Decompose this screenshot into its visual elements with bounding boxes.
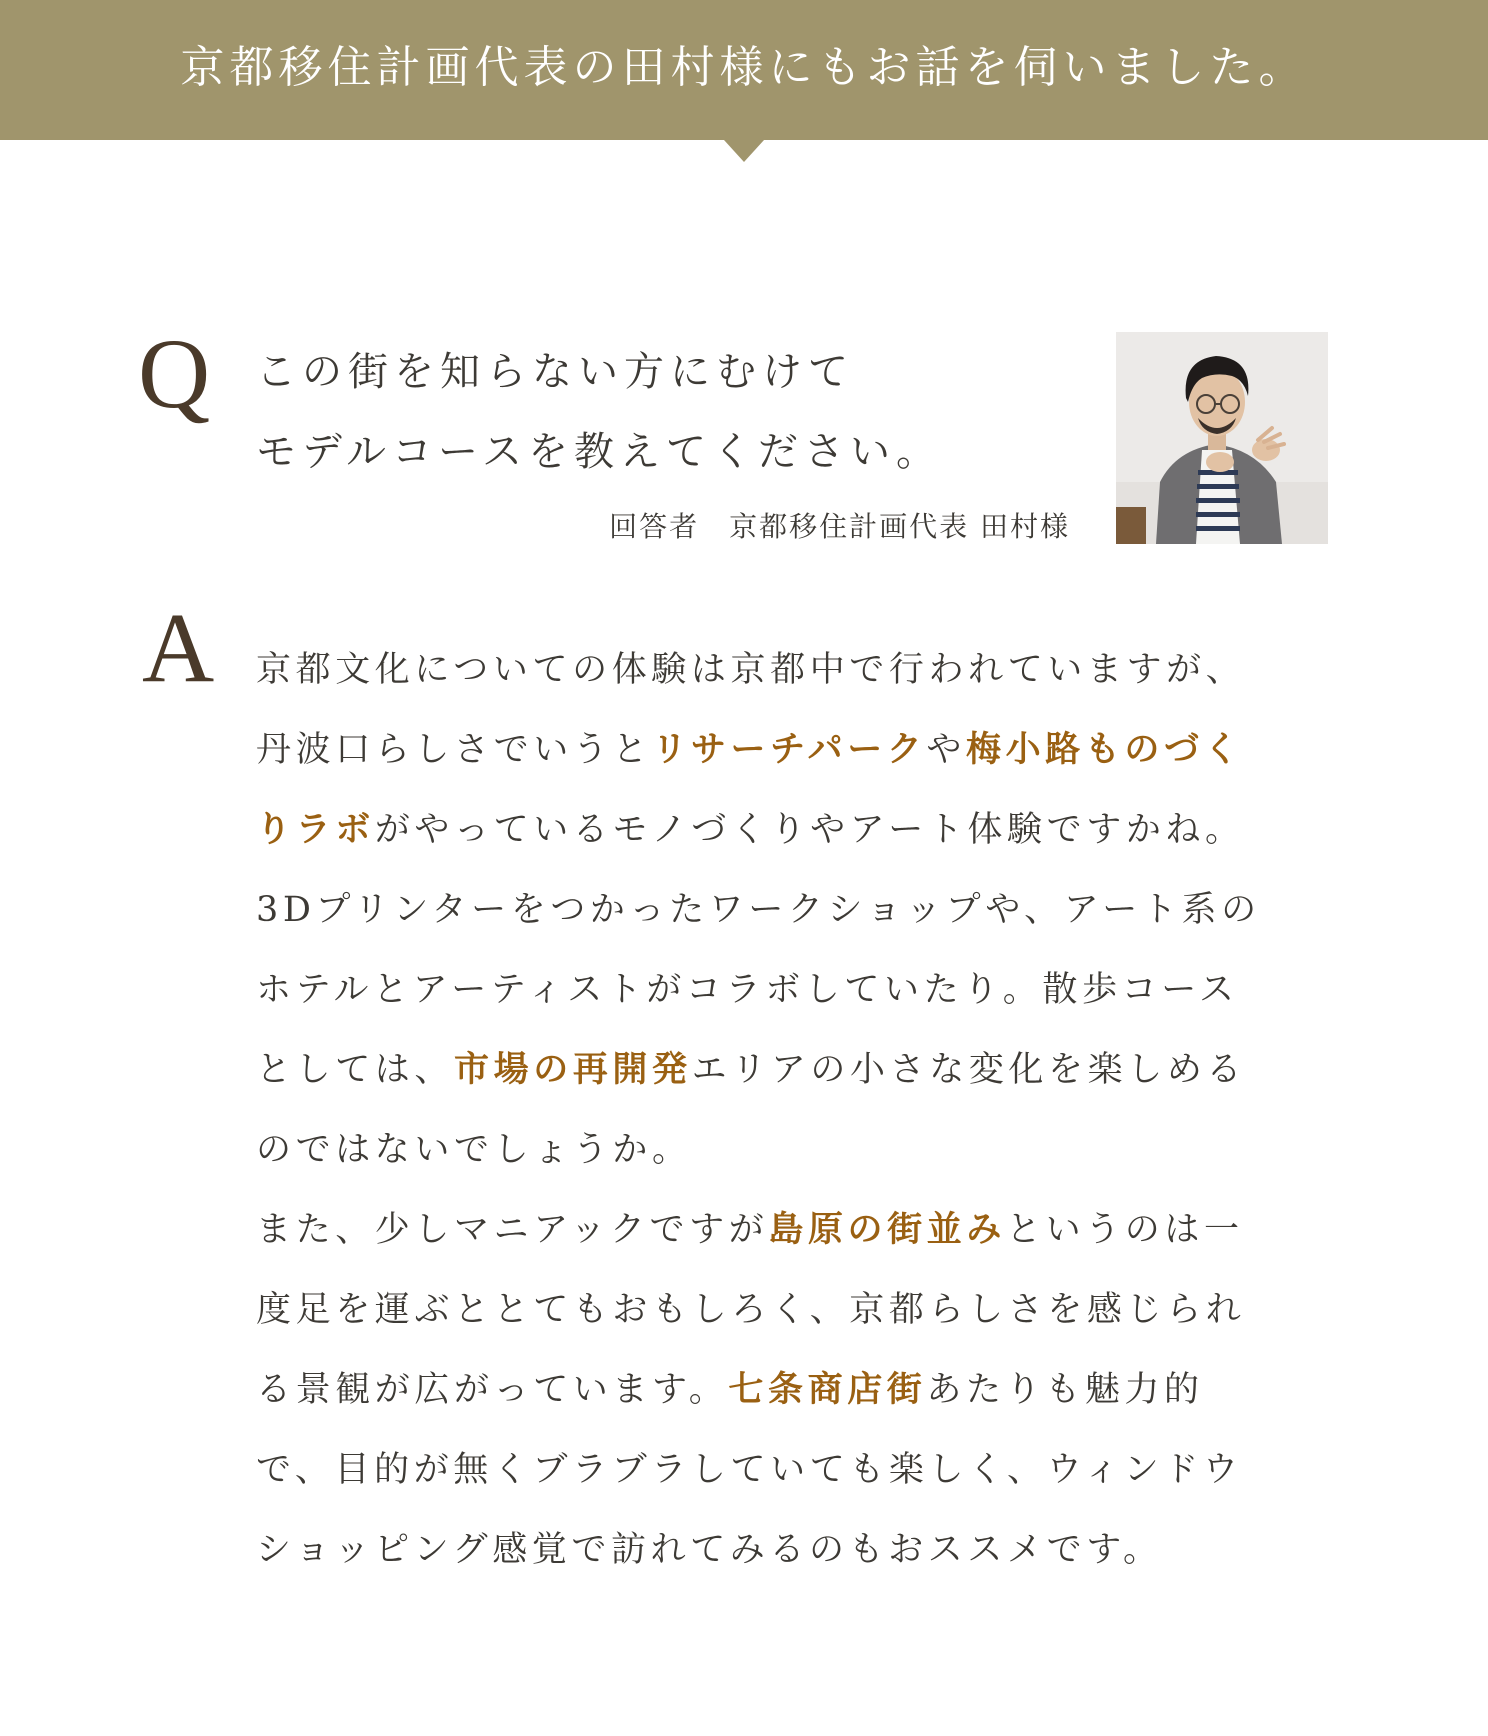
- respondent-photo: [1116, 332, 1328, 544]
- highlight-place-name: 七条商店街: [728, 1369, 927, 1410]
- answer-line: [256, 710, 1336, 790]
- answer-line: [256, 1270, 1336, 1350]
- answer-text-segment: としては、: [256, 1050, 455, 1090]
- answer-text-segment: 3Dプリンターをつかったワークショップや、アート系の: [256, 890, 1261, 930]
- banner-arrow: [724, 140, 764, 162]
- answer-line: [256, 1510, 1336, 1590]
- answer-text-segment: で、目的が無くブラブラしていても楽しく、ウィンドウ: [256, 1450, 1243, 1490]
- answer-text-segment: がやっているモノづくりやアート体験ですかね。: [374, 810, 1245, 850]
- header-banner: [0, 0, 1488, 140]
- answer-line: [256, 950, 1336, 1030]
- answer-line: [256, 790, 1336, 870]
- answer-text-segment: のではないでしょうか。: [256, 1130, 692, 1170]
- question-text: [256, 332, 1056, 492]
- highlight-place-name: 梅小路ものづく: [966, 729, 1244, 770]
- answer-text-segment: 京都文化についての体験は京都中で行われていますが、: [256, 650, 1246, 690]
- answer-line: [256, 630, 1336, 710]
- answer-text-segment: というのは一: [1005, 1210, 1244, 1250]
- answer-text-segment: エリアの小さな変化を楽しめる: [691, 1050, 1247, 1090]
- highlight-place-name: りラボ: [256, 809, 375, 850]
- question-marker: Q: [138, 318, 211, 429]
- respondent-label: 回答者 京都移住計画代表 田村様: [609, 510, 1070, 543]
- answer-text-segment: る景観が広がっています。: [256, 1370, 729, 1410]
- header-title: 京都移住計画代表の田村様にもお話を伺いました。: [180, 42, 1308, 93]
- question-line-2: モデルコースを教えてください。: [256, 429, 942, 475]
- highlight-place-name: リサーチパーク: [652, 729, 927, 770]
- answer-line: [256, 1110, 1336, 1190]
- answer-text-segment: 丹波口らしさでいうと: [256, 730, 653, 770]
- answer-text-segment: や: [926, 730, 967, 770]
- question-line-1: この街を知らない方にむけて: [256, 349, 854, 395]
- answer-marker: A: [142, 592, 215, 703]
- answer-line: [256, 1430, 1336, 1510]
- answer-text-segment: ショッピング感覚で訪れてみるのもおススメです。: [256, 1530, 1163, 1570]
- answer-line: [256, 870, 1336, 950]
- answer-line: [256, 1030, 1336, 1110]
- highlight-place-name: 島原の街並み: [768, 1209, 1006, 1250]
- answer-text-segment: 度足を運ぶととてもおもしろく、京都らしさを感じられ: [256, 1290, 1246, 1330]
- answer-text-segment: あたりも魅力的: [926, 1370, 1204, 1410]
- answer-line: [256, 1350, 1336, 1430]
- answer-line: [256, 1190, 1336, 1270]
- person-portrait-icon: [1116, 332, 1328, 544]
- answer-text-segment: また、少しマニアックですが: [256, 1210, 769, 1250]
- highlight-place-name: 市場の再開発: [454, 1049, 692, 1090]
- answer-text: [256, 630, 1336, 1590]
- answer-text-segment: ホテルとアーティストがコラボしていたり。散歩コース: [256, 970, 1239, 1010]
